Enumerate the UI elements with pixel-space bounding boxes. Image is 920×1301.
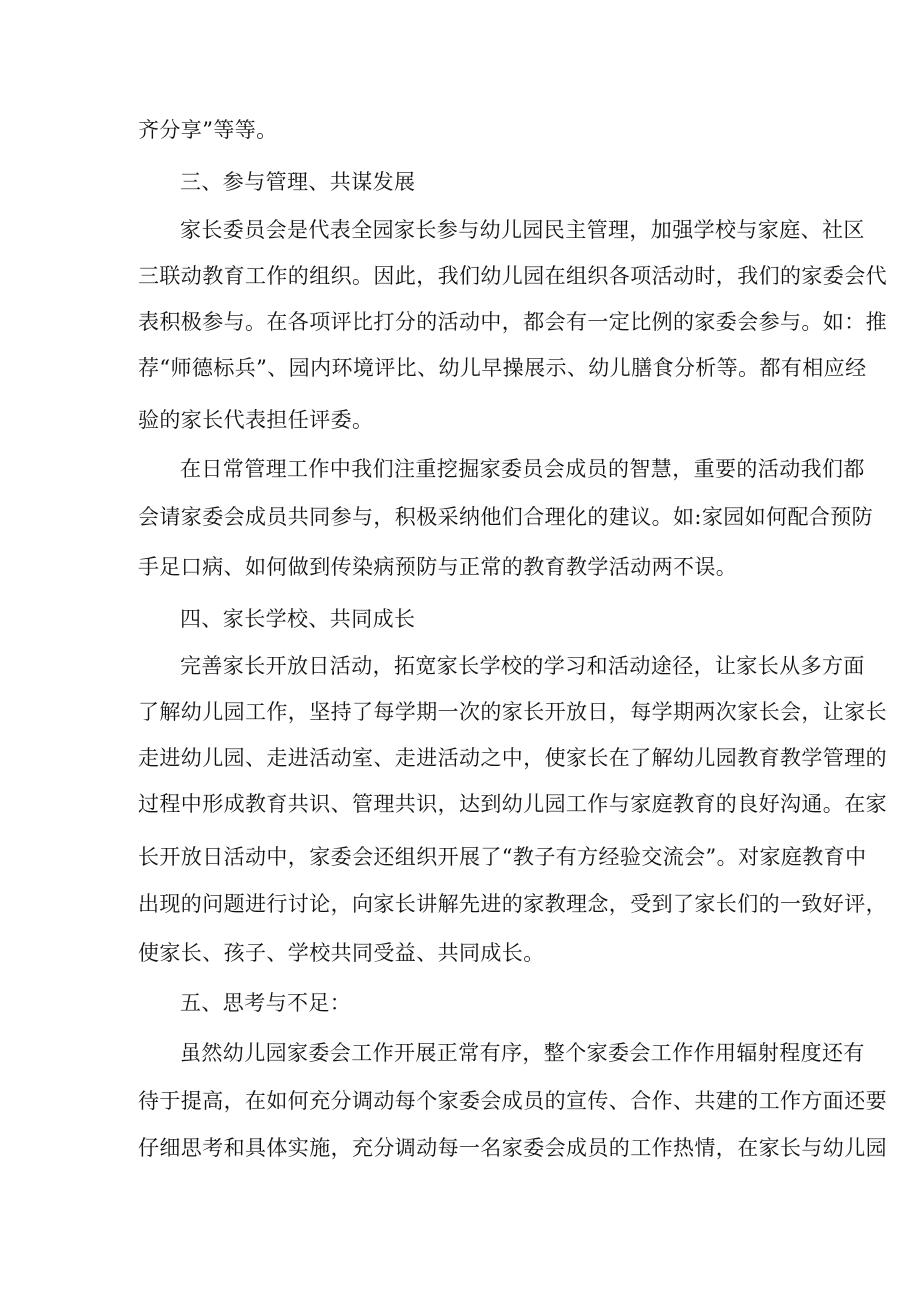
section-heading: 四、家长学校、共同成长	[180, 607, 416, 631]
text-line: 在日常管理工作中我们注重挖掘家委员会成员的智慧，重要的活动我们都	[180, 457, 865, 481]
text-line: 表积极参与。在各项评比打分的活动中，都会有一定比例的家委会参与。如：推	[138, 310, 887, 334]
text-line: 使家长、孩子、学校共同受益、共同成长。	[138, 941, 545, 965]
text-line: 虽然幼儿园家委会工作开展正常有序，整个家委会工作作用辐射程度还有	[180, 1041, 865, 1065]
text-line: 齐分享”等等。	[138, 118, 278, 142]
text-line: 三联动教育工作的组织。因此，我们幼儿园在组织各项活动时，我们的家委会代	[138, 264, 887, 288]
text-line: 长开放日活动中，家委会还组织开展了“教子有方经验交流会”。对家庭教育中	[138, 845, 867, 869]
text-line: 过程中形成教育共识、管理共识，达到幼儿园工作与家庭教育的良好沟通。在家	[138, 792, 887, 816]
text-line: 会请家委会成员共同参与，积极采纳他们合理化的建议。如:家园如何配合预防	[138, 505, 874, 529]
text-line: 仔细思考和具体实施，充分调动每一名家委会成员的工作热情，在家长与幼儿园	[138, 1136, 887, 1160]
section-heading: 五、思考与不足：	[180, 991, 352, 1015]
text-line: 了解幼儿园工作，坚持了每学期一次的家长开放日，每学期两次家长会，让家长	[138, 700, 887, 724]
section-heading: 三、参与管理、共谋发展	[180, 170, 416, 194]
text-line: 走进幼儿园、走进活动室、走进活动之中，使家长在了解幼儿园教育教学管理的	[138, 746, 887, 770]
text-line: 家长委员会是代表全园家长参与幼儿园民主管理，加强学校与家庭、社区	[180, 218, 865, 242]
text-line: 手足口病、如何做到传染病预防与正常的教育教学活动两不误。	[138, 555, 738, 579]
text-line: 出现的问题进行讨论，向家长讲解先进的家教理念，受到了家长们的一致好评，	[138, 892, 887, 916]
text-line: 荐“师德标兵”、园内环境评比、幼儿早操展示、幼儿膳食分析等。都有相应经	[138, 356, 867, 380]
text-line: 完善家长开放日活动，拓宽家长学校的学习和活动途径，让家长从多方面	[180, 654, 865, 678]
text-line: 待于提高，在如何充分调动每个家委会成员的宣传、合作、共建的工作方面还要	[138, 1089, 887, 1113]
text-line: 验的家长代表担任评委。	[138, 408, 374, 432]
